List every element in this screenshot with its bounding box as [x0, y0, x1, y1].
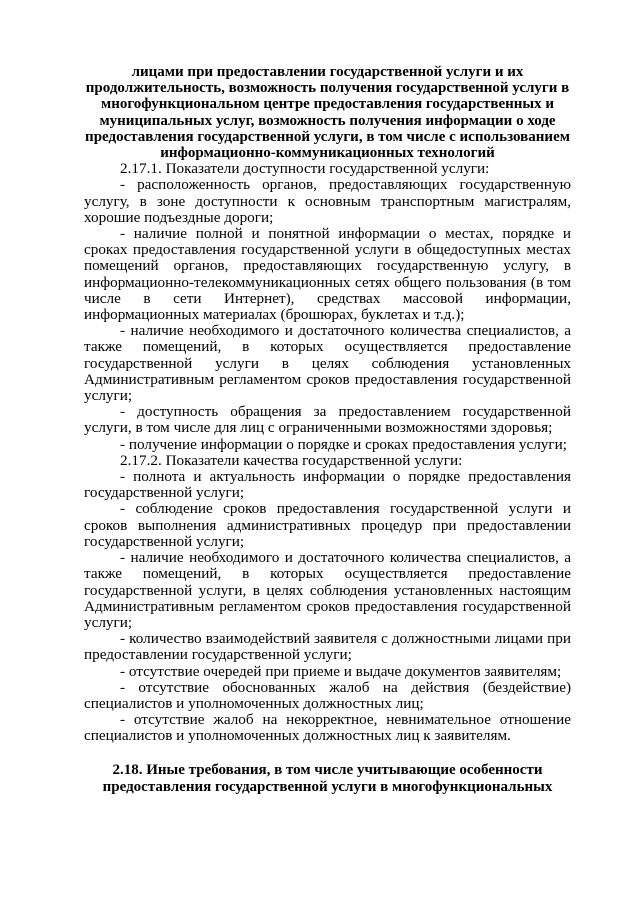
paragraph-item: - соблюдение сроков предоставления государственной услуги и сроков выполнения административных процедур при предоставлении государственной услуги; [84, 500, 571, 550]
paragraph-item: - наличие необходимого и достаточного количества специалистов, а также помещений, в которых осуществляется предоставление государственной услуги, в целях соблюдения установленных настоящим Административным регламентом сроков предоставления государственной услуги; [84, 549, 571, 631]
section-2-18-heading [84, 762, 571, 796]
section-heading-continued [84, 64, 571, 161]
paragraph-item: - отсутствие жалоб на некорректное, невнимательное отношение специалистов и уполномоченных должностных лиц к заявителям. [84, 711, 571, 745]
paragraph-item: - отсутствие очередей при приеме и выдаче документов заявителям; [120, 662, 562, 680]
heading-line: лицами при предоставлении государственной услуги и их [131, 64, 524, 80]
paragraph-item: - наличие необходимого и достаточного количества специалистов, а также помещений, в которых осуществляется предоставление государственной услуги в целях соблюдения установленных Административным регламентом сроков предоставления государственной услуги; [84, 322, 571, 405]
paragraph-item: - отсутствие обоснованных жалоб на действия (бездействие) специалистов и уполномоченных должностных лиц; [84, 678, 571, 712]
paragraph-2-17-2-title: 2.17.2. Показатели качества государственной услуги: [120, 451, 463, 469]
document-page [84, 64, 571, 796]
heading-line: продолжительность, возможность получения государственной услуги в [85, 80, 570, 97]
paragraph-item: - расположенность органов, предоставляющих государственную услугу, в зоне доступности к основным транспортным магистралям, хорошие подъездные дороги; [84, 176, 571, 226]
heading-line: информационно-коммуникационных технологий [160, 145, 495, 162]
heading-line: предоставления государственной услуги, в том числе с использованием [85, 128, 570, 145]
paragraph-item: - получение информации о порядке и сроках предоставления услуги; [120, 435, 567, 453]
heading-line: многофункциональном центре предоставления государственных и [101, 96, 554, 113]
heading-line: 2.18. Иные требования, в том числе учитывающие особенности [112, 761, 543, 778]
paragraph-item: - доступность обращения за предоставлением государственной услуги, в том числе для лиц с ограниченными возможностями здоровья; [84, 403, 571, 437]
paragraph-item: - полнота и актуальность информации о порядке предоставления государственной услуги; [84, 468, 571, 502]
heading-line: муниципальных услуг, возможность получения информации о ходе [99, 112, 556, 129]
paragraph-item: - наличие полной и понятной информации о местах, порядке и сроках предоставления государственной услуги в общедоступных местах помещений органов, предоставляющих государственную услугу, в информационно-телекоммуникационных сетях общего пользования (в том числе в сети Интернет), средствах массовой информации, информационных материалах (брошюрах, буклетах и т.д.); [84, 225, 571, 324]
body-text [84, 161, 571, 744]
paragraph-2-17-1-title: 2.17.1. Показатели доступности государственной услуги: [120, 160, 490, 178]
paragraph-item: - количество взаимодействий заявителя с должностными лицами при предоставлении государственной услуги; [84, 630, 571, 664]
heading-line: предоставления государственной услуги в многофункциональных [102, 778, 553, 795]
